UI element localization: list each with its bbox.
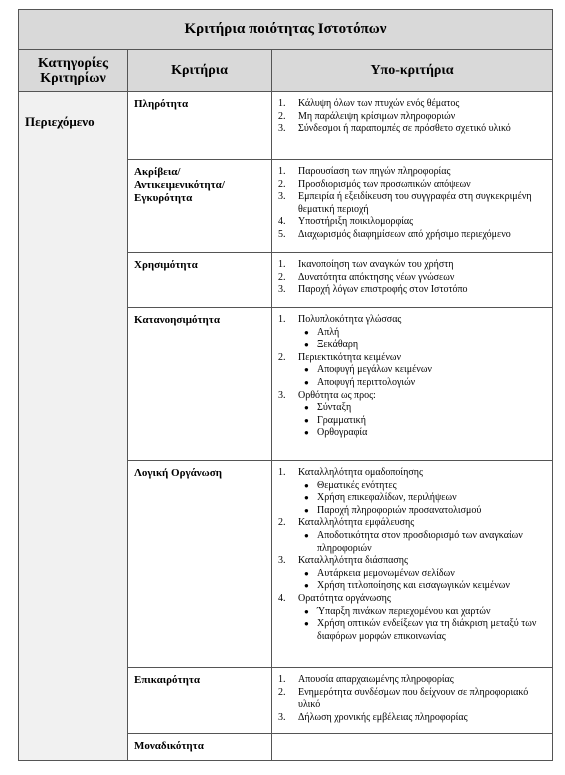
subcriteria-list [272,92,552,136]
bullet-item [278,415,548,428]
bullet-text: Αποφυγή μεγάλων κειμένων [317,364,432,376]
bullet-item [278,364,548,377]
item-number: 3. [278,284,286,296]
table-row [128,308,552,461]
bullet-item [278,339,548,352]
subcriterion-item [278,352,548,365]
bullet-item [278,530,548,555]
bullet-icon: ● [304,568,309,578]
bullet-item [278,377,548,390]
table-row [128,668,552,734]
item-number: 3. [278,389,286,401]
bullet-text: Παροχή πληροφοριών προσανατολισμού [317,504,482,516]
bullet-icon: ● [304,505,309,515]
item-text: Εμπειρία ή εξειδίκευση του συγγραφέα στη συγκεκριμένη θεματική περιοχή [298,191,532,215]
bullet-text: Χρήση οπτικών ενδείξεων για τη διάκριση μεταξύ των διαφόρων μορφών επικοινωνίας [317,618,537,642]
bullet-text: Απλή [317,326,340,338]
subcriterion-item [278,593,548,606]
bullet-item [278,505,548,518]
bullet-icon: ● [304,606,309,616]
subcriterion-item [278,259,548,272]
subcriterion-item [278,216,548,229]
subcriteria-list [272,668,552,724]
bullet-text: Ξεκάθαρη [317,339,359,351]
subcriterion-item [278,179,548,192]
subcriteria-list [272,461,552,643]
category-column [19,92,128,760]
bullet-icon: ● [304,480,309,490]
table-title: Κριτήρια ποιότητας Ιστοτόπων [19,10,552,50]
bullet-icon: ● [304,377,309,387]
bullet-item [278,492,548,505]
item-number: 1. [278,314,286,325]
subcriterion-item [278,229,548,242]
item-text: Καταλληλότητα εμφάλευσης [298,517,415,529]
subcriteria-list [272,160,552,242]
table-row [128,160,552,253]
bullet-icon: ● [304,619,309,629]
subcriteria-list [272,253,552,297]
item-text: Διαχωρισμός διαφημίσεων από χρήσιμο περιεχόμενο [298,228,511,240]
bullet-text: Αποφυγή περιττολογιών [317,376,416,388]
criterion-name: Κατανοησιμότητα [128,308,272,460]
subcriterion-item [278,314,548,327]
item-number: 4. [278,216,286,228]
criterion-name: Ακρίβεια/ Αντικειμενικότητα/ Εγκυρότητα [128,160,272,252]
header-categories: Κατηγορίες Κριτηρίων [19,50,128,92]
item-number: 2. [278,271,286,283]
item-number: 1. [278,467,286,478]
criteria-table [18,9,553,761]
item-text: Υποστήριξη ποικιλομορφίας [298,216,414,228]
item-number: 2. [278,686,286,698]
bullet-text: Χρήση τιτλοποίησης και εισαγωγικών κειμένων [317,580,510,592]
item-text: Δήλωση χρονικής εμβέλειας πληροφορίας [298,711,468,723]
item-text: Ορθότητα ως προς: [298,389,376,401]
criterion-name: Λογική Οργάνωση [128,461,272,667]
subcriteria-list [272,308,552,440]
item-number: 2. [278,351,286,363]
subcriterion-item [278,517,548,530]
item-text: Μη παράλειψη κρίσιμων πληροφοριών [298,110,456,122]
subcriterion-item [278,284,548,297]
header-subcriteria: Υπο-κριτήρια [272,50,552,92]
subcriterion-item [278,166,548,179]
bullet-item [278,427,548,440]
item-number: 5. [278,228,286,240]
subcriterion-item [278,272,548,285]
item-text: Ορατότητα οργάνωσης [298,592,391,604]
bullet-icon: ● [304,530,309,540]
bullet-text: Ορθογραφία [317,427,368,439]
bullet-icon: ● [304,428,309,438]
item-number: 3. [278,123,286,135]
item-number: 1. [278,166,286,177]
bullet-item [278,618,548,643]
bullet-text: Θεματικές ενότητες [317,479,397,491]
item-text: Παρουσίαση των πηγών πληροφορίας [298,166,451,177]
subcriterion-item [278,111,548,124]
subcriterion-item [278,712,548,725]
subcriterion-item [278,467,548,480]
bullet-item [278,580,548,593]
item-number: 1. [278,98,286,109]
criterion-name: Χρησιμότητα [128,253,272,307]
subcriterion-item [278,390,548,403]
item-text: Παροχή λόγων επιστροφής στον Ιστοτόπο [298,284,468,296]
table-row [128,253,552,308]
item-number: 4. [278,592,286,604]
bullet-icon: ● [304,415,309,425]
item-text: Δυνατότητα απόκτησης νέων γνώσεων [298,271,455,283]
table-row [128,734,552,760]
bullet-icon: ● [304,403,309,413]
bullet-text: Αυτάρκεια μεμονωμένων σελίδων [317,567,455,579]
category-name: Περιεχόμενο [25,114,95,129]
bullet-icon: ● [304,327,309,337]
bullet-item [278,568,548,581]
subcriterion-item [278,674,548,687]
header-criteria: Κριτήρια [128,50,272,92]
subcriterion-item [278,555,548,568]
bullet-icon: ● [304,340,309,350]
item-number: 2. [278,517,286,529]
criterion-name: Πληρότητα [128,92,272,159]
item-text: Ενημερότητα συνδέσμων που δείχνουν σε πληροφοριακό υλικό [298,686,529,711]
item-text: Ικανοποίηση των αναγκών του χρήστη [298,259,454,270]
table-row [128,461,552,668]
bullet-text: Σύνταξη [317,402,352,414]
item-text: Καταλληλότητα διάσπασης [298,555,408,567]
bullet-icon: ● [304,365,309,375]
bullet-item [278,606,548,619]
item-text: Προσδιορισμός των προσωπικών απόψεων [298,178,471,190]
bullet-text: Χρήση επικεφαλίδων, περιλήψεων [317,492,457,504]
item-text: Κάλυψη όλων των πτυχών ενός θέματος [298,98,460,109]
subcriterion-item [278,98,548,111]
subcriterion-item [278,191,548,216]
bullet-item [278,402,548,415]
bullet-text: Αποδοτικότητα στον προσδιορισμό των αναγκαίων πληροφοριών [317,529,523,554]
item-number: 1. [278,674,286,685]
subcriteria-list [272,734,552,740]
subcriterion-item [278,123,548,136]
bullet-icon: ● [304,493,309,503]
item-number: 3. [278,555,286,567]
item-text: Απουσία απαρχαιωμένης πληροφορίας [298,674,454,685]
bullet-icon: ● [304,581,309,591]
bullet-item [278,480,548,493]
item-number: 1. [278,259,286,270]
table-row [128,92,552,160]
criterion-name: Μοναδικότητα [128,734,272,760]
item-number: 3. [278,191,286,203]
item-number: 2. [278,178,286,190]
item-text: Σύνδεσμοι ή παραπομπές σε πρόσθετο σχετικό υλικό [298,123,511,135]
item-text: Περιεκτικότητα κειμένων [298,351,401,363]
item-text: Πολυπλοκότητα γλώσσας [298,314,402,325]
bullet-text: Γραμματική [317,414,366,426]
subcriterion-item [278,687,548,712]
criterion-name: Επικαιρότητα [128,668,272,733]
item-text: Καταλληλότητα ομαδοποίησης [298,467,423,478]
bullet-item [278,327,548,340]
item-number: 2. [278,110,286,122]
item-number: 3. [278,711,286,723]
bullet-text: Ύπαρξη πινάκων περιεχομένου και χαρτών [317,605,491,617]
